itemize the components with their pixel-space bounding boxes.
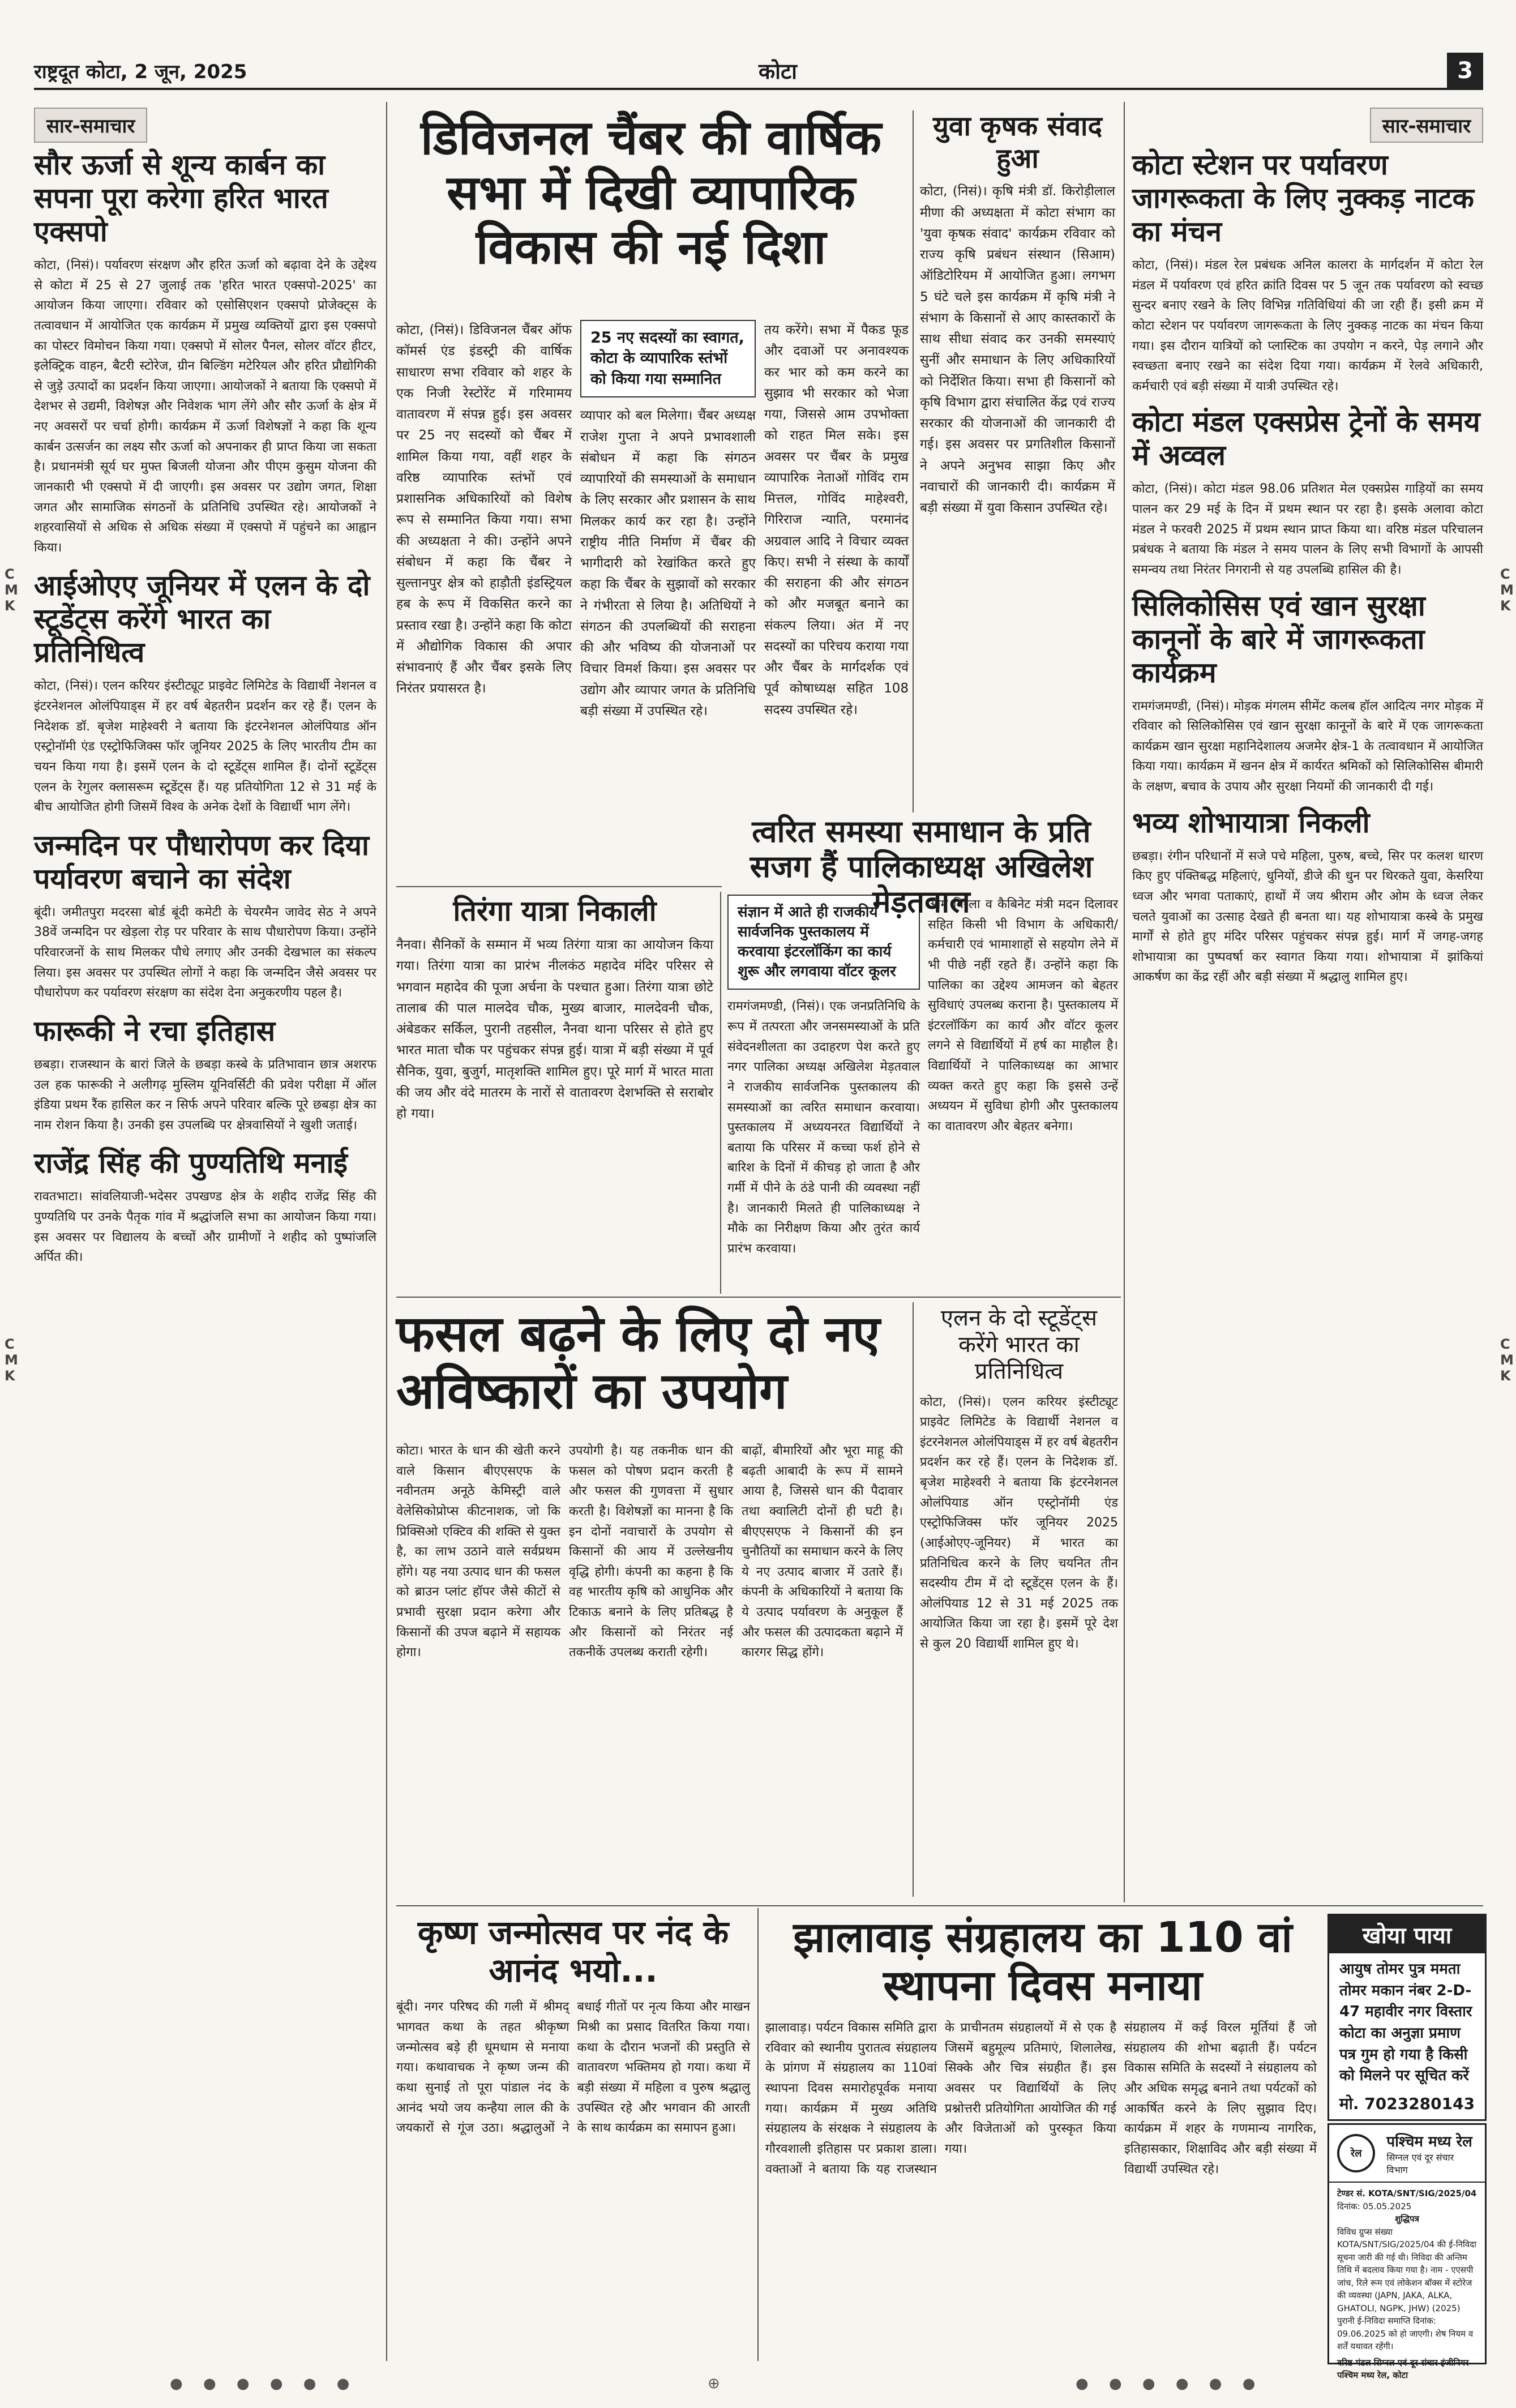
section-title: कोटा: [759, 59, 798, 84]
tender-signature: वरिष्ठ मंडल सिग्नल एवं दूर संचार इंजीनियर पश्चिम मध्य रेल, कोटा: [1337, 2357, 1469, 2380]
footer-dots: ● ● ● ● ● ●: [1076, 2375, 1264, 2392]
tiranga-story: [396, 895, 713, 1280]
story-body: कोटा, (निसं)। एलन करियर इंस्टीट्यूट प्राइवेट लिमिटेड के विद्यार्थी नेशनल व इंटरनेशनल ओलंपियाड्स में हर वर्ष बेहतरीन प्रदर्शन कर रहे हैं। एलन के निदेशक डॉ. बृजेश माहेश्वरी ने बताया कि इंटरनेशनल ओलंपियाड ऑन एस्ट्रोनॉमी एंड एस्ट्रोफिजिक्स फॉर जूनियर 2025 के लिए भारतीय टीम का चयन किया गया है। इसमें एलन के दो स्टूडेंट्स शामिल हैं। दोनों स्टूडेंट्स एलन के रेगुलर क्लासरूम स्टूडेंट्स हैं। यह प्रतियोगिता 12 से 31 मई के बीच आयोजित होगी जिसमें विश्व के अनेक देशों के विद्यार्थी भाग लेंगे।: [34, 679, 376, 815]
fasal-col-1: [396, 1441, 560, 1894]
story-body: छबड़ा। राजस्थान के बारां जिले के छबड़ा कस्बे के प्रतिभावान छात्र अशरफ उल हक फारूकी ने अलीगढ़ मुस्लिम यूनिवर्सिटी की प्रवेश परीक्षा में ऑल इंडिया प्रथम रैंक हासिल कर न सिर्फ अपने परिवार बल्कि पूरे छबड़ा क्षेत्र का नाम रोशन किया है। उनकी इस उपलब्धि पर क्षेत्रवासियों ने खुशी जताई।: [34, 1057, 376, 1132]
story-headline: सिलिकोसिस एवं खान सुरक्षा कानूनों के बारे में जागरूकता कार्यक्रम: [1132, 589, 1425, 689]
story-headline: युवा कृषक संवाद हुआ: [933, 110, 1102, 174]
story-headline: कोटा मंडल एक्सप्रेस ट्रेनों के समय में अव्वल: [1132, 405, 1480, 472]
story-body: कोटा, (निसं)। पर्यावरण संरक्षण और हरित ऊर्जा को बढ़ावा देने के उद्देश्य से कोटा में 25 से 27 जुलाई तक 'हरित भारत एक्सपो-2025' का आयोजन किया जाएगा। रविवार को एसोसिएशन एक्सपो प्रोजेक्ट्स के तत्वावधान में आयोजित एक कार्यक्रम में प्रमुख व्यक्तियों द्वारा इस एक्सपो का पोस्टर विमोचन किया गया। एक्सपो में सोलर पैनल, सोलर वॉटर हीटर, इलेक्ट्रिक वाहन, बैटरी स्टोरेज, ग्रीन बिल्डिंग मटेरियल और हरित प्रौद्योगिकी से जुड़े उत्पादों का प्रदर्शन किया जाएगा। आयोजकों ने बताया कि एक्सपो में देशभर से उद्यमी, विशेषज्ञ और निवेशक भाग लेंगे और सौर ऊर्जा के क्षेत्र में नए अवसरों पर चर्चा होगी। कार्यक्रम में ऊर्जा विशेषज्ञों ने कहा कि शून्य कार्बन उत्सर्जन का लक्ष्य सौर ऊर्जा को अपनाकर ही प्राप्त किया जा सकता है। प्रधानमंत्री सूर्य घर मुफ्त बिजली योजना और पीएम कुसुम योजना की जानकारी भी एक्सपो में दी जाएगी। इस अवसर पर उद्योग जगत, शिक्षा जगत और सामाजिक संगठनों के प्रतिनिधि उपस्थित रहे। आयोजकों ने शहरवासियों से अधिक से अधिक संख्या में एक्सपो में पहुंचने का आह्वान किया।: [34, 258, 376, 555]
rail-ad-subtitle: सिग्नल एवं दूर संचार विभाग: [1386, 2152, 1454, 2175]
story-headline: आईओएए जूनियर में एलन के दो स्टूडेंट्स करेंगे भारत का प्रतिनिधित्व: [34, 569, 370, 669]
tvarit-headline-area: [722, 814, 1121, 920]
story-headline: राजेंद्र सिंह की पुण्यतिथि मनाई: [34, 1147, 348, 1180]
tender-text: विविध ग्रुप्स संख्या KOTA/SNT/SIG/2025/04 की ई-निविदा सूचना जारी की गई थी। निविदा की अन्तिम तिथि में बदलाव किया गया है। नाम - एएसपी जांच, रिले रूम एवं लोकेशन बॉक्स में स्टोरेज की व्यवस्था (JAPN, JAKA, ALKA, GHATOLI, NGPK, JHW) (2025) पुरानी ई-निविदा समाप्ति दिनांक: 09.06.2025 को हो जाएगी। शेष नियम व शर्तें यथावत रहेंगी।: [1337, 2226, 1477, 2351]
story-body: बूंदी। जमीतपुरा मदरसा बोर्ड बूंदी कमेटी के चेयरमैन जावेद सेठ ने अपने 38वें जन्मदिन पर खेड़ला रोड़ पर परिवार के साथ पौधारोपण किया। उन्होंने परिवारजनों के साथ मिलकर पौधे लगाए और उनकी देखभाल का संकल्प लिया। इस अवसर पर उपस्थित लोगों ने कहा कि जन्मदिन जैसे अवसर पर पौधारोपण कर पर्यावरण संरक्षण का संदेश देना अनुकरणीय पहल है।: [34, 905, 376, 1000]
left-column: [34, 108, 376, 2355]
lead-headline-box: [396, 110, 906, 314]
story-headline: फारूकी ने रचा इतिहास: [34, 1014, 276, 1047]
story-headline: जन्मदिन पर पौधारोपण कर दिया पर्यावरण बचाने का संदेश: [34, 828, 369, 895]
story-body: संग्रहालय में कई विरल मूर्तियां हैं जो संग्रहालय की शोभा बढ़ाती हैं। पर्यटन विकास समिति के सदस्यों ने संग्रहालय को और अधिक समृद्ध बनाने तथा पर्यटकों को आकर्षित करने के लिए सुझाव दिए। कार्यक्रम में शहर के गणमान्य नागरिक, इतिहासकार, शिक्षाविद और बड़ी संख्या में विद्यार्थी उपस्थित रहे।: [1124, 2021, 1317, 2176]
tender-date: दिनांक: 05.05.2025: [1337, 2201, 1412, 2212]
story-headline: सौर ऊर्जा से शून्य कार्बन का सपना पूरा करेगा हरित भारत एक्सपो: [34, 148, 328, 248]
story-body: तय करेंगे। सभा में पैकड फूड और दवाओं पर अनावश्यक कर भार को कम करने का सुझाव भी सरकार को भेजा गया, जिससे आम उपभोक्ता को राहत मिल सके। इस अवसर पर चैंबर के प्रमुख व्यापारिक नेताओं गोविंद राम मित्तल, गोविंद माहेश्वरी, गिरिराज न्याति, परमानंद अग्रवाल आदि ने विचार व्यक्त किए। सभी ने संस्था के कार्यों की सराहना की और संगठन को और मजबूत बनाने का संकल्प लिया। अंत में नए सदस्यों का परिचय कराया गया और चैंबर के मार्गदर्शक एवं पूर्व कोषाध्यक्ष सहित 108 सदस्य उपस्थित रहे।: [764, 323, 909, 717]
krishna-headline: कृष्ण जन्मोत्सव पर नंद के आनंद भयो...: [417, 1913, 729, 1990]
story-body: उपयोगी है। यह तकनीक धान की फसल को पोषण प्रदान करती है और फसल की गुणवत्ता में सुधार करती है। विशेषज्ञों का मानना है कि इन दोनों नवाचारों के उपयोग से किसानों की आय में उल्लेखनीय वृद्धि होगी। कंपनी का कहना है कि वह भारतीय कृषि को आधुनिक और टिकाऊ बनाने के लिए प्रतिबद्ध है और किसानों को निरंतर नई तकनीकें उपलब्ध कराती रहेगी।: [569, 1444, 733, 1660]
story-body: कोटा। भारत के धान की खेती करने वाले किसान बीएएसएफ के नवीनतम अनूठे केमिस्ट्री वाले वेलेसिकोप्रोप्स कीटनाशक, जो कि प्रिक्सिओ एक्टिव की शक्ति से युक्त है, का लाभ उठाने वाले सर्वप्रथम होंगे। यह नया उत्पाद धान की फसल को ब्राउन प्लांट हॉपर जैसे कीटों से प्रभावी सुरक्षा प्रदान करेगा और किसानों की उपज बढ़ाने में सहायक होगा।: [396, 1444, 560, 1660]
footer-dots: ● ● ● ● ● ●: [170, 2375, 358, 2392]
story-body: रावतभाटा। सांवलियाजी-भदेसर उपखण्ड क्षेत्र के शहीद राजेंद्र सिंह की पुण्यतिथि पर उनके पैतृक गांव में श्रद्धांजलि सभा का आयोजन किया गया। इस अवसर पर विद्यालय के बच्चों और ग्रामीणों ने शहीद को पुष्पांजलि अर्पित की।: [34, 1190, 376, 1265]
rail-ad-body: [1329, 2183, 1485, 2386]
rail-ad-header: [1329, 2125, 1485, 2183]
fasal-col-2: [569, 1441, 733, 1894]
story-headline: भव्य शोभायात्रा निकली: [1132, 806, 1370, 839]
tvarit-headline: त्वरित समस्या समाधान के प्रति सजग हैं पालिकाध्यक्ष अखिलेश मेड़तवाल: [750, 814, 1093, 920]
ad-title: खोया पाया: [1329, 1915, 1485, 1953]
lead-headline: डिविजनल चैंबर की वार्षिक सभा में दिखी व्यापारिक विकास की नई दिशा: [421, 110, 881, 275]
story-body: रामगंजमण्डी, (निसं)। मोड़क मंगलम सीमेंट कलब हॉल आदित्य नगर मोड़क में रविवार को सिलिकोसिस एवं खान सुरक्षा कानूनों के बारे में एक जागरूकता कार्यक्रम खान सुरक्षा महानिदेशालय अजमेर क्षेत्र-1 के तत्वावधान में आयोजित किया गया। कार्यक्रम में खनन क्षेत्र में कार्यरत श्रमिकों को सिलिकोसिस बीमारी के लक्षण, बचाव के उपाय और सुरक्षा नियमों की जानकारी दी गई।: [1132, 699, 1483, 794]
jhalawar-headline: झालावाड़ संग्रहालय का 110 वां स्थापना दिवस मनाया: [793, 1913, 1292, 2011]
section-tag: सार-समाचार: [1370, 108, 1483, 143]
story-body: व्यापार को बल मिलेगा। चैंबर अध्यक्ष राजेश गुप्ता ने अपने प्रभावशाली संबोधन में कहा कि संगठन व्यापारियों की समस्याओं के समाधान के लिए सरकार और प्रशासन के साथ मिलकर कार्य कर रहा है। उन्होंने राष्ट्रीय नीति निर्माण में चैंबर की भागीदारी को रेखांकित करते हुए कहा कि चैंबर के सुझावों को सरकार ने गंभीरता से लिया है। अतिथियों ने संगठन की उपलब्धियों की सराहना की और भविष्य की योजनाओं पर विचार विमर्श किया। इस अवसर पर उद्योग और व्यापार जगत के प्रतिनिधि बड़ी संख्या में उपस्थित रहे।: [580, 408, 756, 718]
fasal-col-3: [742, 1441, 903, 1894]
ad-phone: मो. 7023280143: [1339, 2094, 1475, 2114]
tender-number: टेण्डर सं. KOTA/SNT/SIG/2025/04: [1337, 2188, 1477, 2199]
registration-mark: C M K: [5, 1336, 18, 1384]
rail-ad-title: पश्चिम मध्य रेल: [1386, 2133, 1472, 2150]
registration-mark: C M K: [1500, 566, 1514, 614]
railway-logo-icon: रेल: [1337, 2134, 1375, 2172]
allen-story: [920, 1305, 1118, 1897]
corrigendum-label: शुद्धिपत्र: [1395, 2214, 1419, 2224]
ad-body: आयुष तोमर पुत्र ममता तोमर मकान नंबर 2-D- 47 महावीर नगर विस्तार कोटा का अनुज्ञा प्रमाण पत्र गुम हो गया है किसी को मिलने पर सूचित करें: [1339, 1961, 1472, 2085]
page-header: [34, 54, 1483, 90]
jhalawar-story: [765, 1914, 1320, 2367]
story-body: झालावाड़। पर्यटन विकास समिति द्वारा रविवार को स्थानीय पुरातत्व संग्रहालय के प्रांगण में संग्रहालय का 110वां स्थापना दिवस समारोहपूर्वक मनाया गया। कार्यक्रम में मुख्य अतिथि संग्रहालय के संरक्षक ने संग्रहालय के गौरवशाली इतिहास पर प्रकाश डाला। वक्ताओं ने बताया कि यह राजस्थान के प्राचीनतम संग्रहालयों में से एक है जिसमें बहुमूल्य प्रतिमाएं, शिलालेख, सिक्के और चित्र संग्रहीत हैं। इस अवसर पर विद्यार्थियों के लिए प्रश्नोत्तरी प्रतियोगिता आयोजित की गई और विजेताओं को पुरस्कृत किया गया।: [765, 2021, 1116, 2176]
story-headline: कोटा स्टेशन पर पर्यावरण जागरूकता के लिए नुक्कड़ नाटक का मंचन: [1132, 148, 1474, 248]
story-body: बूंदी। नगर परिषद की गली में श्रीमद् भागवत कथा के तहत श्रीकृष्ण जन्मोत्सव बड़े ही धूमधाम से मनाया गया। कथावाचक ने कृष्ण जन्म की कथा सुनाई तो पूरा पांडाल नंद के आनंद भयो जय कन्हैया लाल की के जयकारों से गूंज उठा। श्रद्धालुओं ने बधाई गीतों पर नृत्य किया और माखन मिश्री का प्रसाद वितरित किया गया। कथा के दौरान भजनों की प्रस्तुति से वातावरण भक्तिमय हो गया। कथा में बड़ी संख्या में महिला व पुरुष श्रद्धालु उपस्थित रहे और भगवान की आरती के साथ कार्यक्रम का समापन हुआ।: [396, 2000, 750, 2136]
krishna-story: [396, 1914, 750, 2367]
story-body: नैनवा। सैनिकों के सम्मान में भव्य तिरंगा यात्रा का आयोजन किया गया। तिरंगा यात्रा का प्रारंभ नीलकंठ महादेव मंदिर परिसर से भगवान महादेव की पूजा अर्चना के पश्चात हुआ। तिरंगा यात्रा छोटे तालाब की पाल मालदेव चौक, मुख्य बाजार, मालदेवनी चौक, अंबेडकर सर्किल, पुरानी तहसील, नैनवा थाना परिसर से होते हुए भारत माता चौक पर पहुंचकर संपन्न हुई। यात्रा में बड़ी संख्या में पूर्व सैनिक, युवा, बुजुर्ग, मातृशक्ति शामिल हुए। पूरे मार्ग में भारत माता की जय और वंदे मातरम के नारों से वातावरण देशभक्ति से सराबोर हो गया।: [396, 938, 713, 1121]
story-body: कोटा, (निसं)। डिविजनल चैंबर ऑफ कॉमर्स एंड इंडस्ट्री की वार्षिक साधारण सभा रविवार को शहर के एक निजी रेस्टोरेंट में गरिमामय वातावरण में संपन्न हुई। इस अवसर पर 25 नए सदस्यों को चैंबर में शामिल किया गया, वहीं शहर के वरिष्ठ व्यापारिक स्तंभों एवं प्रशासनिक अधिकारियों को विशेष रूप से सम्मानित किया गया। सभा की अध्यक्षता ने की। उन्होंने अपने संबोधन में कहा कि चैंबर ने सुल्तानपुर क्षेत्र को हाड़ौती इंडस्ट्रियल हब के रूप में विकसित करने का प्रस्ताव रखा है। उन्होंने कहा कि कोटा में औद्योगिक विकास की अपार संभावनाएं हैं और चैंबर इसके लिए निरंतर प्रयासरत है।: [396, 323, 572, 696]
lost-found-ad: [1327, 1914, 1487, 2121]
footer-dots: ⊕: [708, 2375, 728, 2392]
right-column: [1132, 108, 1483, 1902]
lead-col-1: [396, 320, 572, 880]
story-body: कोटा, (निसं)। कोटा मंडल 98.06 प्रतिशत मेल एक्सप्रेस गाड़ियों का समय पालन कर 29 मई के दिन में प्रथम स्थान पर रहा है। इसके अलावा कोटा मंडल ने फरवरी 2025 में प्रथम स्थान प्राप्त किया था। वरिष्ठ मंडल परिचालन प्रबंधक ने बताया कि मंडल ने समय पालन के लिए सभी विभागों के आपसी समन्वय तथा निरंतर निगरानी से यह उपलब्धि हासिल की है।: [1132, 482, 1483, 577]
tvarit-body-area: [727, 895, 1118, 1291]
story-body: छबड़ा। रंगीन परिधानों में सजे पचे महिला, पुरुष, बच्चे, सिर पर कलश धारण किए हुए पंक्तिबद्ध महिलाएं, धुनियों, डीजे की धुन पर थिरकते युवा, केसरिया ध्वज और भगवा पताकाएं, हाथों में जय श्रीराम और ओम के ध्वज लेकर चलते युवाओं का उत्साह देखते ही बनता था। यह शोभायात्रा कस्बे के प्रमुख मार्गों से होते हुए मंदिर परिसर पहुंचकर संपन्न हुई। मार्ग में जगह-जगह शोभायात्रा का पुष्पवर्षा कर स्वागत किया गया। शोभायात्रा में झांकियां आकर्षण का केंद्र रहीं और बड़ी संख्या में श्रद्धालु शामिल हुए।: [1132, 849, 1483, 985]
story-body: कोटा, (निसं)। एलन करियर इंस्टीट्यूट प्राइवेट लिमिटेड के विद्यार्थी नेशनल व इंटरनेशनल ओलंपियाड्स में हर वर्ष बेहतरीन प्रदर्शन कर रहे हैं। एलन के निदेशक डॉ. बृजेश माहेश्वरी ने बताया कि इंटरनेशनल ओलंपियाड ऑन एस्ट्रोनॉमी एंड एस्ट्रोफिजिक्स फॉर जूनियर 2025 (आईओएए-जूनियर) में भारत का प्रतिनिधित्व करने के लिए चयनित तीन सदस्यीय टीम में दो स्टूडेंट्स एलन के हैं। ओलंपियाड 12 से 31 मई 2025 तक आयोजित किया जा रहा है। इसमें पूरे देश से कुल 20 विद्यार्थी शामिल हुए थे।: [920, 1395, 1118, 1652]
section-tag: सार-समाचार: [34, 108, 147, 143]
story-headline: एलन के दो स्टूडेंट्स करेंगे भारत का प्रतिनिधित्व: [940, 1305, 1098, 1385]
story-body: कोटा, (निसं)। मंडल रेल प्रबंधक अनिल कालरा के मार्गदर्शन में कोटा रेल मंडल में पर्यावरण एवं हरित क्रांति दिवस पर 5 जून तक पर्यावरण को स्वच्छ सुन्दर बनाए रखने के लिए विभिन्न गतिविधियां की जा रही हैं। इसी क्रम में कोटा स्टेशन पर पर्यावरण जागरूकता के लिए नुक्कड़ नाटक का मंचन किया गया। इस दौरान यात्रियों को प्लास्टिक का उपयोग न करने, पेड़ लगाने और स्वच्छता बनाए रखने का संदेश दिया गया। कार्यक्रम में रेलवे अधिकारी, कर्मचारी एवं बड़ी संख्या में यात्री उपस्थित रहे।: [1132, 258, 1483, 394]
page-number: 3: [1447, 53, 1483, 89]
story-body: बाढ़ों, बीमारियों और भूरा माहू की बढ़ती आबादी के रूप में सामने आया है, जिससे धान की पैदावार तथा क्वालिटी दोनों ही घटी है। बीएएसएफ ने किसानों की इन चुनौतियों का समाधान करने के लिए ये नए उत्पाद बाजार में उतारे हैं। कंपनी के अधिकारियों ने बताया कि ये उत्पाद पर्यावरण के अनुकूल हैं और फसल की उत्पादकता बढ़ाने में कारगर सिद्ध होंगे।: [742, 1444, 903, 1660]
story-body: कोटा, (निसं)। कृषि मंत्री डॉ. किरोड़ीलाल मीणा की अध्यक्षता में कोटा संभाग का 'युवा कृषक संवाद' कार्यक्रम रविवार को राज्य कृषि प्रबंधन संस्थान (सिआम) ऑडिटोरियम में आयोजित हुआ। लगभग 5 घंटे चले इस कार्यक्रम में कृषि मंत्री ने संभाग के किसानों से आए कास्तकारों के साथ सीधा संवाद कर उनकी समस्याएं सुनीं और समाधान के लिए अधिकारियों को निर्देशित किया। सभा ही किसानों को कृषि विभाग द्वारा संचालित केंद्र एवं राज्य सरकार की योजनाओं की जानकारी दी गई। इस अवसर पर प्रगतिशील किसानों ने अपने अनुभव साझा किए और नवाचारों की जानकारी दी। कार्यक्रम में बड़ी संख्या में युवा किसान उपस्थित रहे।: [920, 184, 1115, 515]
paper-date: राष्ट्रदूत कोटा, 2 जून, 2025: [34, 61, 247, 83]
registration-mark: C M K: [1500, 1336, 1514, 1384]
story-headline: तिरंगा यात्रा निकाली: [453, 895, 657, 927]
yuva-story: [920, 110, 1115, 880]
tvarit-callout: संज्ञान में आते ही राजकीय सार्वजनिक पुस्तकालय में करवाया इंटरलॉकिंग का कार्य शुरू और लगवाया वॉटर कूलर: [727, 895, 920, 990]
registration-mark: C M K: [5, 566, 18, 614]
story-body: ओम बिरला व कैबिनेट मंत्री मदन दिलावर सहित किसी भी विभाग के अधिकारी/कर्मचारी एवं भामाशाहों से सहयोग लेने में भी पीछे नहीं रहते हैं। उन्होंने कहा कि पालिका का उद्देश्य आमजन को बेहतर सुविधाएं उपलब्ध कराना है। पुस्तकालय में इंटरलॉकिंग का कार्य और वॉटर कूलर लगने से विद्यार्थियों में हर्ष का माहौल है। विद्यार्थियों ने पालिकाध्यक्ष का आभार व्यक्त करते हुए कहा कि इससे उन्हें अध्ययन में सुविधा होगी और पुस्तकालय का वातावरण और बेहतर बनेगा।: [928, 897, 1118, 1134]
railway-tender-ad: [1327, 2123, 1487, 2380]
story-body: रामगंजमण्डी, (निसं)। एक जनप्रतिनिधि के रूप में तत्परता और जनसमस्याओं के प्रति संवेदनशीलता का उदाहरण पेश करते हुए नगर पालिका अध्यक्ष अखिलेश मेड़तवाल ने राजकीय सार्वजनिक पुस्तकालय की समस्याओं का त्वरित समाधान करवाया। पुस्तकालय में अध्ययनरत विद्यार्थियों ने बताया कि परिसर में कच्चा फर्श होने से बारिश के दिनों में कीचड़ हो जाता है और गर्मी में पीने के ठंडे पानी की व्यवस्था नहीं है। जानकारी मिलते ही पालिकाध्यक्ष ने मौके का निरीक्षण किया और तुरंत कार्य प्रारंभ करवाया।: [727, 999, 920, 1256]
fasal-headline: फसल बढ़ने के लिए दो नए अविष्कारों का उपयोग: [396, 1304, 880, 1421]
fasal-headline-box: [396, 1305, 906, 1435]
lead-callout: 25 नए सदस्यों का स्वागत, कोटा के व्यापारिक स्तंभों को किया गया सम्मानित: [580, 320, 756, 397]
